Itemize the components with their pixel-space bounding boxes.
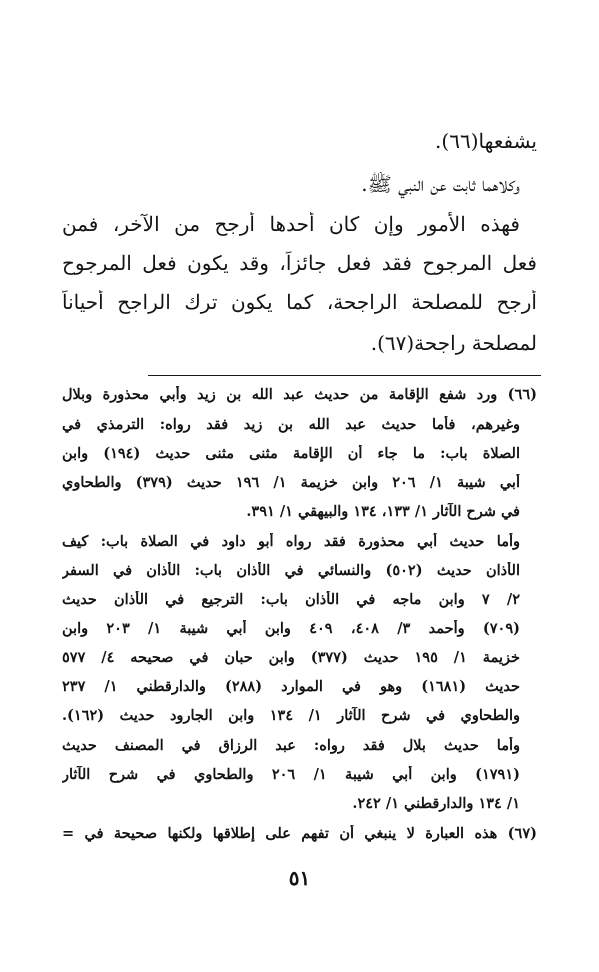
footnote-line: (٦٦) ورد شفع الإقامة من حديث عبد الله بن زيد وأبي محذورة وبلال — [62, 386, 537, 403]
main-text-line: فهذه الأمور وإن كان أحدها أرجح من الآخر، فمن — [62, 212, 520, 236]
footnote-line: خزيمة ١/ ١٩٥ حديث (٣٧٧) وابن حبان في صحيحه ٤/ ٥٧٧ — [62, 649, 520, 666]
footnote-line: وغيرهم، فأما حديث عبد الله بن زيد فقد رواه: الترمذي في — [62, 416, 520, 433]
footnote-line: (٧٠٩) وأحمد ٣/ ٤٠٨، ٤٠٩ وابن أبي شيبة ١/ ٢٠٣ وابن — [62, 620, 520, 637]
footnote-line: وأما حديث أبي محذورة فقد رواه أبو داود في الصلاة باب: كيف — [62, 533, 520, 550]
footnote-separator — [148, 375, 541, 376]
footnote-line: الأذان حديث (٥٠٢) والنسائي في الأذان باب: الأذان في السفر — [62, 562, 520, 579]
footnote-line: (٦٧) هذه العبارة لا ينبغي أن تفهم على إطلاقها ولكنها صحيحة في = — [62, 825, 537, 842]
main-text-line: يشفعها(٦٦). — [435, 129, 537, 153]
main-text-line: لمصلحة راجحة(٦٧). — [370, 331, 537, 355]
main-text-line: أرجح للمصلحة الراجحة، كما يكون ترك الراجح أحياناً — [62, 290, 537, 314]
footnote-line: ١/ ١٣٤ والدارقطني ١/ ٢٤٢. — [352, 795, 520, 812]
footnote-line: والطحاوي في شرح الآثار ١/ ١٣٤ وابن الجارود حديث (١٦٢). — [62, 707, 520, 724]
footnote-line: الصلاة باب: ما جاء أن الإقامة مثنى مثنى حديث (١٩٤) وابن — [62, 445, 520, 462]
footnote-line: (١٧٩١) وابن أبي شيبة ١/ ٢٠٦ والطحاوي في شرح الآثار — [62, 766, 520, 783]
footnote-line: أبي شيبة ١/ ٢٠٦ وابن خزيمة ١/ ١٩٦ حديث (٣٧٩) والطحاوي — [62, 474, 520, 491]
footnote-line: حديث (١٦٨١) وهو في الموارد (٢٨٨) والدارقطني ١/ ٢٣٧ — [62, 678, 520, 695]
main-text-line: فعل المرجوح فقد فعل جائزاً، وقد يكون فعل المرجوح — [62, 251, 537, 275]
footnote-line: في شرح الآثار ١/ ١٣٣، ١٣٤ والبيهقي ١/ ٣٩١. — [246, 503, 520, 520]
footnote-line: ٢/ ٧ وابن ماجه في الأذان باب: الترجيع في الأذان حديث — [62, 591, 520, 608]
footnote-line: وأما حديث بلال فقد رواه: عبد الرزاق في المصنف حديث — [62, 737, 520, 754]
main-text-line: وكلاهما ثابت عن النبي ﷺ. — [361, 172, 520, 196]
page-number: ٥١ — [288, 866, 311, 890]
